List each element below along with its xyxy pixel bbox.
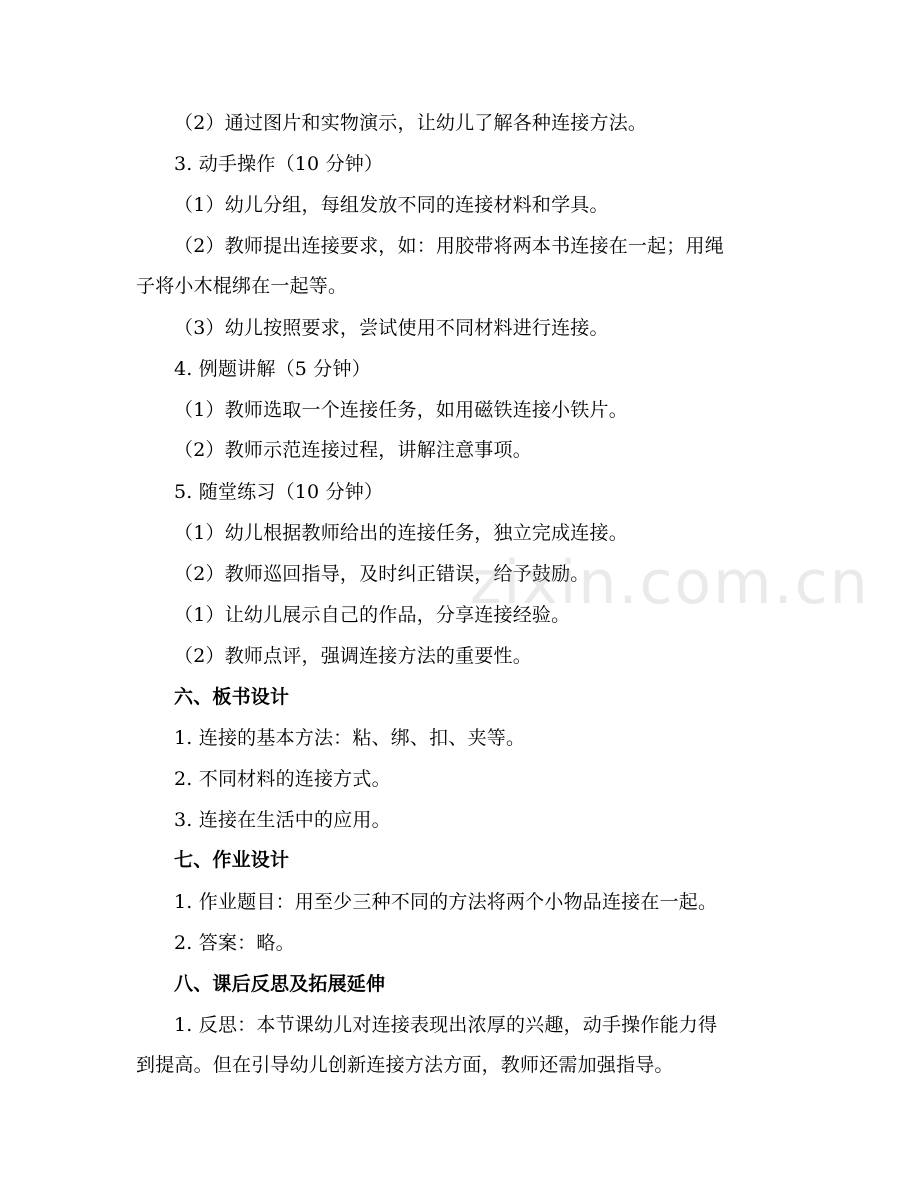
paragraph-line-continued: 到提高。但在引导幼儿创新连接方法方面，教师还需加强指导。 [136, 1054, 674, 1076]
section-item: 4. 例题讲解（5 分钟） [174, 358, 371, 380]
paragraph-line: （1）幼儿分组，每组发放不同的连接材料和学具。 [174, 194, 609, 216]
list-item: 2. 不同材料的连接方式。 [174, 768, 391, 790]
paragraph-line: （2）教师示范连接过程，讲解注意事项。 [174, 439, 532, 461]
paragraph-line: （1）幼儿根据教师给出的连接任务，独立完成连接。 [174, 522, 628, 544]
section-item: 5. 随堂练习（10 分钟） [174, 481, 384, 503]
paragraph-line: （2）教师巡回指导，及时纠正错误，给予鼓励。 [174, 563, 590, 585]
list-item: 1. 作业题目：用至少三种不同的方法将两个小物品连接在一起。 [174, 891, 718, 913]
list-item: 1. 连接的基本方法：粘、绑、扣、夹等。 [174, 727, 526, 749]
paragraph-line: （2）教师点评，强调连接方法的重要性。 [174, 645, 532, 667]
section-heading: 六、板书设计 [174, 686, 290, 708]
paragraph-line: 1. 反思：本节课幼儿对连接表现出浓厚的兴趣，动手操作能力得 [174, 1014, 718, 1036]
section-item: 3. 动手操作（10 分钟） [174, 153, 384, 175]
paragraph-line: （1）教师选取一个连接任务，如用磁铁连接小铁片。 [174, 399, 628, 421]
watermark: zixin.com.cn [470, 548, 870, 618]
section-heading: 八、课后反思及拓展延伸 [174, 973, 386, 995]
list-item: 2. 答案：略。 [174, 932, 295, 954]
paragraph-line: （3）幼儿按照要求，尝试使用不同材料进行连接。 [174, 317, 609, 339]
paragraph-line: （2）教师提出连接要求，如：用胶带将两本书连接在一起；用绳 [174, 235, 724, 257]
paragraph-line: （1）让幼儿展示自己的作品，分享连接经验。 [174, 604, 571, 626]
paragraph-line: （2）通过图片和实物演示，让幼儿了解各种连接方法。 [174, 112, 648, 134]
section-heading: 七、作业设计 [174, 849, 290, 871]
list-item: 3. 连接在生活中的应用。 [174, 809, 391, 831]
paragraph-line-continued: 子将小木棍绑在一起等。 [136, 275, 348, 297]
